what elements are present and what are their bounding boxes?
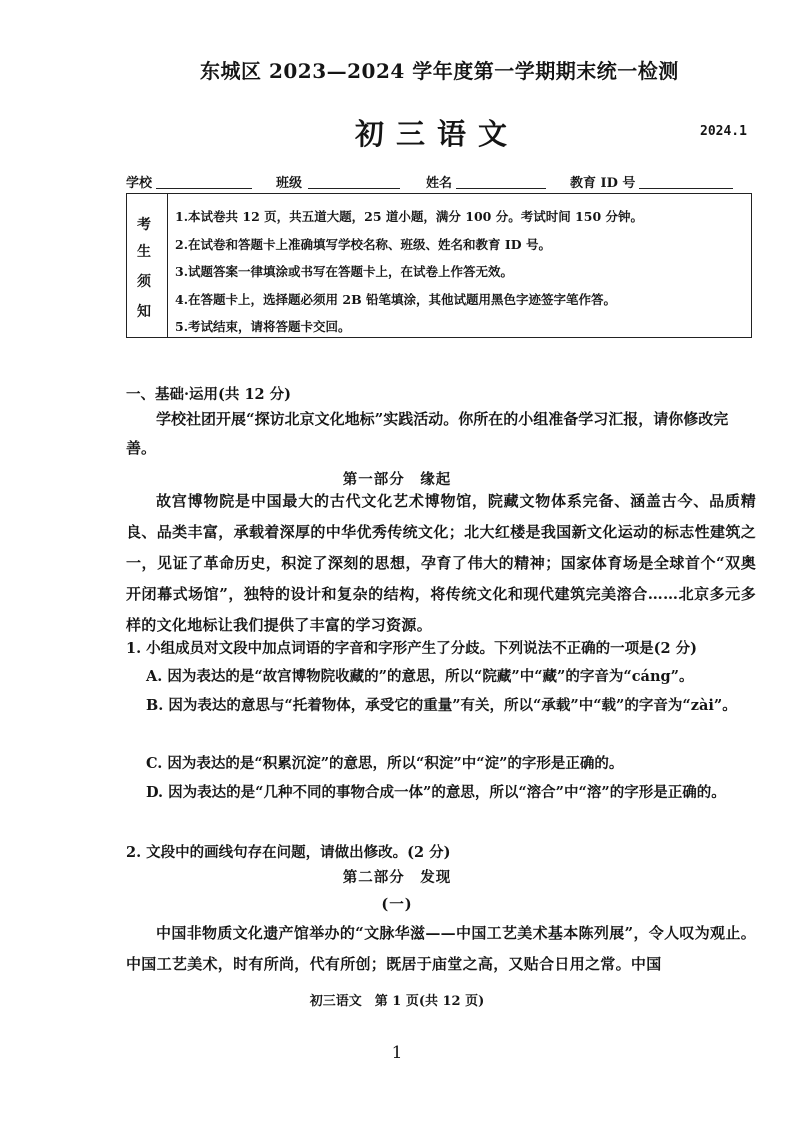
notice-label-char: 须 bbox=[137, 274, 151, 290]
notice-item: 5.考试结束，请将答题卡交回。 bbox=[175, 319, 351, 334]
exam-notice-box bbox=[126, 193, 752, 338]
notice-item: 1.本试卷共 12 页，共五道大题，25 道小题，满分 100 分。考试时间 150 分钟。 bbox=[175, 209, 643, 224]
notice-label-char: 生 bbox=[137, 244, 151, 260]
part1-passage: 故宫博物院是中国最大的古代文化艺术博物馆，院藏文物体系完备、涵盖古今、品质精良、品类丰富，承载着深厚的中华优秀传统文化；北大红楼是我国新文化运动的标志性建筑之一，见证了革命历史，积淀了深刻的思想，孕育了伟大的精神；国家体育场是全球首个“双奥开闭幕式场馆”，独特的设计和复杂的结构，将传统文化和现代建筑完美溶合……北京多元多样的文化地标让我们提供了丰富的学习资源。 bbox=[126, 492, 756, 634]
name-label: 姓名 bbox=[426, 176, 453, 191]
class-field[interactable] bbox=[308, 188, 400, 189]
edu-id-label: 教育 ID 号 bbox=[570, 176, 636, 191]
question-2-stem: 2. 文段中的画线句存在问题，请做出修改。(2 分) bbox=[126, 844, 451, 861]
question-1-option-b: B. 因为表达的意思与“托着物体，承受它的重量”有关，所以“承载”中“载”的字音为“zài”。 bbox=[146, 697, 737, 714]
name-field[interactable] bbox=[456, 188, 546, 189]
school-label: 学校 bbox=[126, 176, 153, 191]
notice-item: 4.在答题卡上，选择题必须用 2B 铅笔填涂，其他试题用黑色字迹签字笔作答。 bbox=[175, 291, 617, 307]
notice-label-char: 知 bbox=[137, 304, 151, 320]
notice-label bbox=[127, 194, 168, 337]
notice-item: 2.在试卷和答题卡上准确填写学校名称、班级、姓名和教育 ID 号。 bbox=[175, 236, 551, 252]
student-info-row bbox=[126, 172, 736, 192]
exam-title: 东城区 2023—2024 学年度第一学期期末统一检测 bbox=[200, 59, 679, 83]
class-label: 班级 bbox=[276, 176, 303, 191]
notice-item: 3.试题答案一律填涂或书写在答题卡上，在试卷上作答无效。 bbox=[175, 264, 514, 279]
page-number: 1 bbox=[391, 1043, 403, 1063]
notice-label-char: 考 bbox=[137, 217, 151, 233]
page-footer: 初三语文 第 1 页(共 12 页) bbox=[309, 994, 485, 1009]
question-1-option-a: A. 因为表达的是“故宫博物院收藏的”的意思，所以“院藏”中“藏”的字音为“cáng”。 bbox=[146, 668, 694, 685]
edu-id-field[interactable] bbox=[639, 188, 733, 189]
school-field[interactable] bbox=[156, 188, 252, 189]
section-heading: 一、基础·运用(共 12 分) bbox=[126, 386, 292, 403]
section-intro: 学校社团开展“探访北京文化地标”实践活动。你所在的小组准备学习汇报，请你修改完善。 bbox=[126, 410, 729, 457]
question-1-stem: 1. 小组成员对文段中加点词语的字音和字形产生了分歧。下列说法不正确的一项是(2 分) bbox=[126, 640, 698, 657]
part2-title: 第二部分 发现 bbox=[342, 869, 452, 886]
question-1-option-d: D. 因为表达的是“几种不同的事物合成一体”的意思，所以“溶合”中“溶”的字形是正确的。 bbox=[146, 784, 726, 801]
subject-title: 初三语文 bbox=[355, 117, 520, 151]
part2-subtitle: (一) bbox=[381, 896, 413, 913]
part1-title: 第一部分 缘起 bbox=[342, 471, 452, 488]
exam-date: 2024.1 bbox=[700, 124, 747, 139]
question-1-option-c: C. 因为表达的是“积累沉淀”的意思，所以“积淀”中“淀”的字形是正确的。 bbox=[146, 755, 624, 772]
notice-items bbox=[175, 203, 745, 341]
part2-passage: 中国非物质文化遗产馆举办的“文脉华滋——中国工艺美术基本陈列展”，令人叹为观止。中国工艺美术，时有所尚，代有所创；既居于庙堂之高，又贴合日用之常。中国 bbox=[126, 924, 756, 973]
